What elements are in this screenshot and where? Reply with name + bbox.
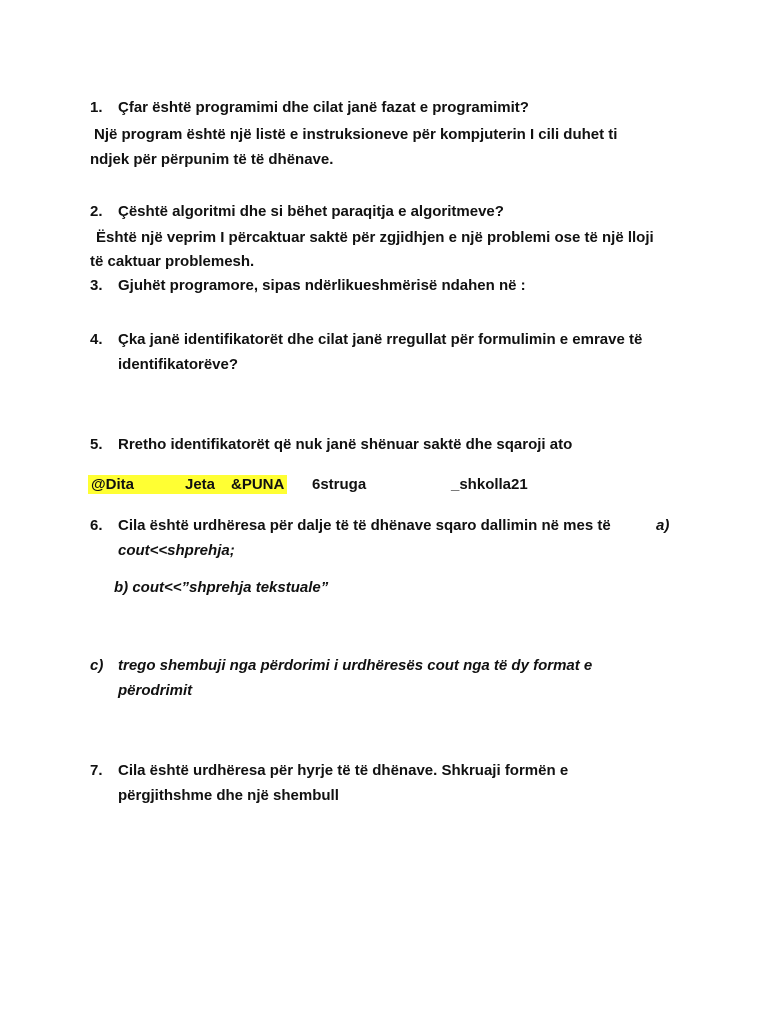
identifier-shkolla21: _shkolla21: [451, 476, 528, 493]
answer-2-line-1: Është një veprim I përcaktuar saktë për zgjidhjen e një problemi ose të një lloji: [96, 229, 654, 246]
question-3-number: 3.: [90, 277, 103, 294]
question-7-text-line-2: përgjithshme dhe një shembull: [118, 787, 339, 804]
question-5-text: Rretho identifikatorët që nuk janë shënuar saktë dhe sqaroji ato: [118, 436, 573, 453]
question-4-number: 4.: [90, 331, 103, 348]
question-6-part-c-line-2: përodrimit: [118, 682, 193, 699]
question-6-part-a-code: cout<<shprehja;: [118, 542, 235, 559]
question-7-text-line-1: Cila është urdhëresa për hyrje të të dhënave. Shkruaji formën e: [118, 762, 569, 779]
question-6-part-c-line-1: trego shembuji nga përdorimi i urdhëresës cout nga të dy format e: [118, 657, 593, 674]
question-6-text-line-1: Cila është urdhëresa për dalje të të dhënave sqaro dallimin në mes të: [118, 517, 611, 534]
answer-1-line-2: ndjek për përpunim të të dhënave.: [90, 151, 334, 168]
question-1-number: 1.: [90, 99, 103, 116]
question-7-number: 7.: [90, 762, 103, 779]
identifier-6struga: 6struga: [312, 476, 367, 493]
question-1-text: Çfar është programimi dhe cilat janë fazat e programimit?: [118, 99, 529, 116]
identifier-dita: @Dita: [91, 476, 134, 493]
identifier-jeta: Jeta: [185, 476, 216, 493]
answer-2-line-2: të caktuar problemesh.: [90, 253, 255, 270]
question-6-number: 6.: [90, 517, 103, 534]
question-6-part-c-label: c): [90, 657, 104, 674]
question-3-text: Gjuhët programore, sipas ndërlikueshmërisë ndahen në :: [118, 277, 526, 294]
question-5-number: 5.: [90, 436, 103, 453]
identifier-puna: &PUNA: [231, 476, 285, 493]
question-4-text-line-1: Çka janë identifikatorët dhe cilat janë rregullat për formulimin e emrave të: [118, 331, 643, 348]
answer-1-line-1: Një program është një listë e instruksioneve për kompjuterin I cili duhet ti: [94, 126, 618, 143]
question-4-text-line-2: identifikatorëve?: [118, 356, 239, 373]
question-6-part-b: b) cout<<”shprehja tekstuale”: [114, 579, 329, 596]
question-6-part-a-label: a): [656, 517, 670, 534]
question-2-number: 2.: [90, 203, 103, 220]
question-2-text: Çështë algoritmi dhe si bëhet paraqitja e algoritmeve?: [118, 203, 504, 220]
